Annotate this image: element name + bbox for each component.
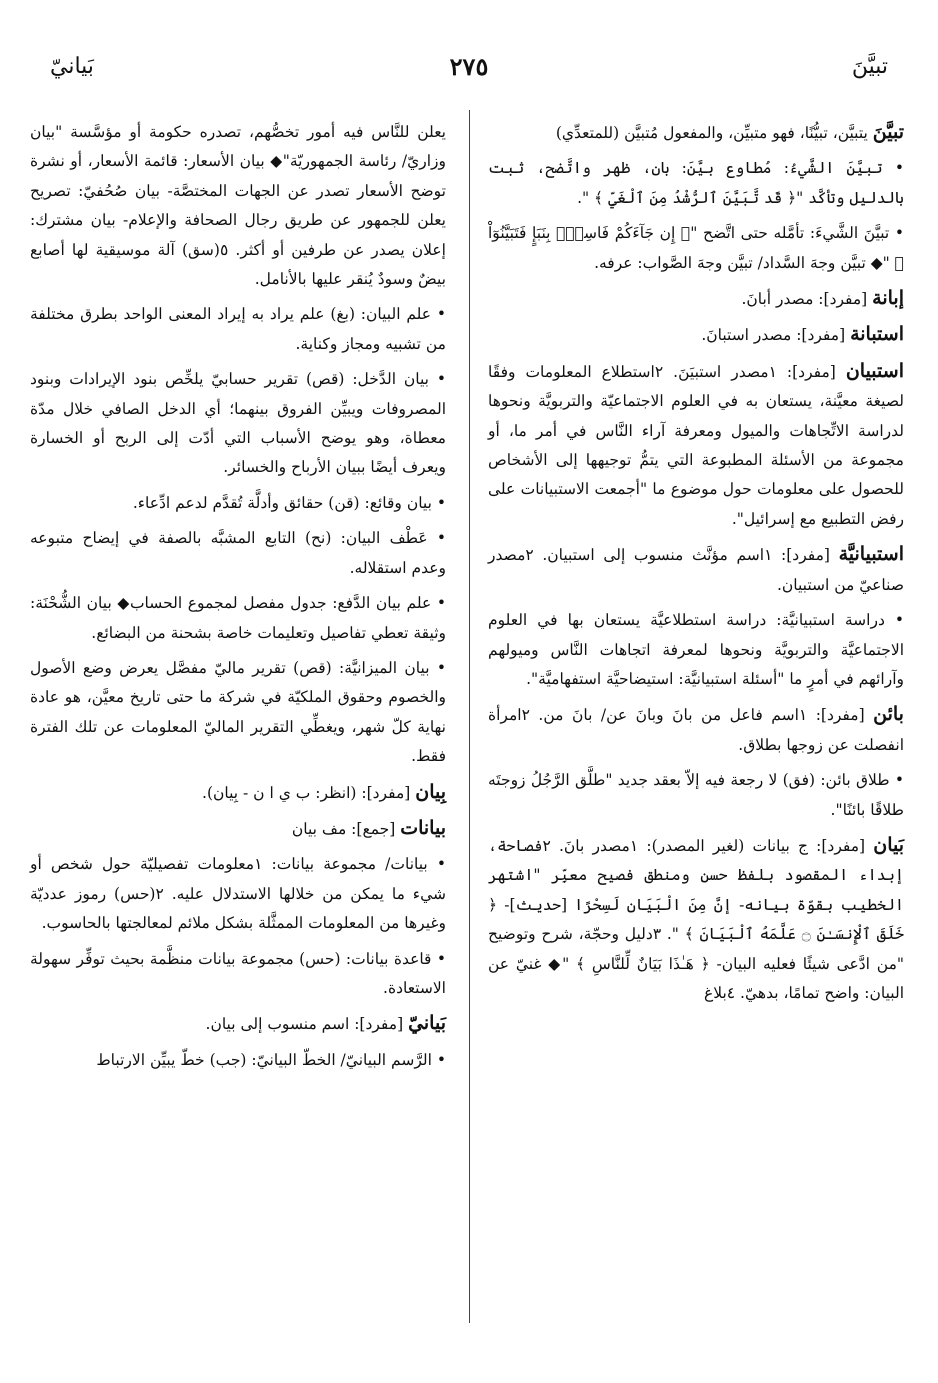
page-number: ٢٧٥ xyxy=(449,52,489,81)
sub-entry xyxy=(30,850,446,938)
definition: • تبيَّنَ الشَّيءَ: تأمَّله حتى اتَّضح "﴿ إِن جَآءَكُمْ فَاسِقٌۢ بِنَبَإٍ فَتَبَيَّنُوٓاْ ﴾ "◆ تبيَّن وجهَ السَّداد/ تبيَّن وجهَ الصَّواب: عرفه. xyxy=(488,224,904,272)
definition: [مفرد]: مصدر استبانَ. xyxy=(701,326,851,345)
entry xyxy=(488,831,904,1008)
headword: استبانة xyxy=(850,323,904,346)
sub-entry xyxy=(488,219,904,278)
definition: [مفرد]: مصدر أبانَ. xyxy=(741,290,873,309)
header-first-entry: تبيَّنَ xyxy=(851,54,888,79)
sub-entry xyxy=(30,945,446,1004)
entry xyxy=(488,540,904,600)
headword: استبيان xyxy=(845,359,904,382)
left-column xyxy=(30,118,446,1081)
entry xyxy=(488,284,904,314)
definition: • بيان وقائع: (قن) حقائق وأدلَّة تُقدَّم لدعم ادِّعاء. xyxy=(132,493,446,512)
headword: بَيانيّ xyxy=(408,1012,446,1035)
sub-entry xyxy=(30,524,446,583)
headword: بَيان xyxy=(873,833,904,856)
sub-entry xyxy=(30,654,446,772)
definition: • تبيَّنَ الشَّيءُ: مُطاوع بيَّنَ: بان، ظهر واتَّضح، ثبت بالدليل وتأكَّد "﴿ قَد تَّبَيَّنَ ٱلرُّشْدُ مِنَ ٱلْغَيِّ ﴾ ". xyxy=(488,159,904,207)
entry xyxy=(488,320,904,350)
definition: • بيانات/ مجموعة بيانات: ١معلومات تفصيليّة حول شخص أو شيء ما يمكن من خلالها الاستدلال عليه. ٢(حس) رموز عدديّة وغيرها من المعلومات الممثَّلة بشكل ملائم لمعالجتها بالحاسوب. xyxy=(30,855,446,933)
sub-entry xyxy=(488,154,904,213)
sub-entry xyxy=(30,365,446,483)
headword: بِيان xyxy=(415,780,446,803)
entry xyxy=(488,118,904,148)
sub-entry xyxy=(30,1046,446,1075)
headword: إبانة xyxy=(872,287,904,310)
header-last-entry: بَيانيّ xyxy=(50,54,94,79)
headword: استبيانيَّة xyxy=(838,543,904,566)
definition: • بيان الميزانيَّة: (قص) تقرير ماليّ مفصَّل يعرض وضع الأصول والخصوم وحقوق الملكيّة في شركة ما حتى تاريخ معيَّن، هو عادة نهاية كلّ شهر، ويغطِّي التقرير الماليّ المعلومات عن تلك الفترة فقط. xyxy=(30,658,446,766)
definition: [مفرد]: ١اسم مؤنَّث منسوب إلى استبيان. ٢مصدر صناعيّ من استبيان. xyxy=(488,546,904,594)
definition: • عَطْف البيان: (نح) التابع المشبَّه بالصفة في إيضاح متبوعه وعدم استقلاله. xyxy=(30,529,446,577)
entry xyxy=(488,357,904,534)
entry xyxy=(30,814,446,844)
sub-entry xyxy=(488,766,904,825)
sub-entry xyxy=(30,118,446,294)
sub-entry xyxy=(30,300,446,359)
definition: يتبيَّن، تبيُّنًا، فهو متبيِّن، والمفعول مُتبيَّن (للمتعدِّي) xyxy=(555,124,873,142)
headword: بيانات xyxy=(400,816,446,839)
definition: [مفرد]: ١مصدر استبيَنَ. ٢استطلاع المعلومات وفقًا لصيغة معيَّنة، يستعان به في العلوم الاجتماعيّة والتربويَّة ونحوها لدراسة الاتِّجاهات والميول ومعرفة آراء النَّاس في أمر ما، أو مجموعة من الأسئلة المطبوعة التي يتمُّ توجيهها إلى الأشخاص للحصول على معلومات حول موضوع ما "أجمعت الاستبيانات على رفض التطبيع مع إسرائيل". xyxy=(488,362,904,528)
sub-entry xyxy=(488,606,904,694)
definition: • قاعدة بيانات: (حس) مجموعة بيانات منظَّمة بحيث توفِّر سهولة الاستعادة. xyxy=(30,949,446,997)
entry xyxy=(30,778,446,808)
column-divider xyxy=(469,110,470,1323)
headword: بائن xyxy=(873,703,904,726)
definition: [مفرد]: ١اسم فاعل من بانَ وبانَ عن/ بانَ من. ٢امرأة انفصلت عن زوجها بطلاق. xyxy=(488,706,904,754)
definition: • علم بيان الدَّفع: جدول مفصل لمجموع الحساب◆ بيان الشُّحْنَة: وثيقة تعطي تفاصيل وتعليمات خاصة بشحنة من البضائع. xyxy=(30,594,446,642)
definition: [جمع]: مف بيان xyxy=(291,819,401,838)
right-column xyxy=(488,118,904,1014)
definition: يعلن للنَّاس فيه أمور تخصُّهم، تصدره حكومة أو مؤسَّسة "بيان وزاريّ/ رئاسة الجمهوريّة"◆ بيان الأسعار: قائمة الأسعار، أو نشرة توضح الأسعار تصدر عن الجهات المختصَّة- بيان صُحُفيّ: تصريح يعلن للجمهور عن طريق رجال الصحافة والإعلام- بيان مشترك: إعلان يصدر عن طرفين أو أكثر. ٥(سق) آلة موسيقية لها أصابع بيضٌ وسودٌ يُنقر عليها بالأنامل. xyxy=(30,123,446,289)
entry xyxy=(488,700,904,760)
page-header xyxy=(50,52,888,92)
definition: • علم البيان: (بغ) علم يراد به إيراد المعنى الواحد بطرق مختلفة من تشبيه ومجاز وكناية. xyxy=(30,305,446,353)
entry xyxy=(30,1009,446,1039)
sub-entry xyxy=(30,589,446,648)
definition: • طلاق بائن: (فق) لا رجعة فيه إلاّ بعقد جديد "طلَّق الرَّجُلُ زوجتَه طلاقًا بائنًا". xyxy=(488,771,904,819)
definition: • بيان الدَّخل: (قص) تقرير حسابيّ يلخِّص بنود الإيرادات وبنود المصروفات ويبيِّن الفروق بينهما؛ أي الدخل الصافي خلال مدّة معطاة، وهو يوضح الأسباب التي أدّت إلى الربح أو الخسارة ويعرف أيضًا ببيان الأرباح والخسائر. xyxy=(30,370,446,477)
definition: • دراسة استبيانيَّة: دراسة استطلاعيَّة يستعان بها في العلوم الاجتماعيَّة والتربويَّة ونحوها لمعرفة اتجاهات النَّاس وميولهم وآرائهم في أمرٍ ما "أسئلة استبيانيَّة: استيضاحيَّة استفهاميَّة". xyxy=(488,611,904,688)
definition: [مفرد]: (انظر: ب ي ا ن - بِيان). xyxy=(202,783,416,802)
headword: تبيَّنَ xyxy=(872,121,904,143)
sub-entry xyxy=(30,489,446,518)
definition: • الرَّسم البيانيّ/ الخطّ البيانيّ: (جب) خطّ يبيِّن الارتباط xyxy=(96,1050,446,1069)
definition: [مفرد]: اسم منسوب إلى بيان. xyxy=(205,1015,409,1034)
definition: [مفرد]: ج بيانات (لغير المصدر): ١مصدر بانَ. ٢فصاحة، إبداء المقصود بلفظ حسن ومنطق فصيح معبِّر "اشتهر الخطيب بقوّة بيانه- إنَّ مِنَ الْبَيَانِ لَسِحْرًا [حديث]- ﴿ خَلَقَ ٱلْإِنسَـٰنَ ۝ عَلَّمَهُ ٱلْبَيَانَ ﴾ ". ٣دليل وحجّة، شرح وتوضيح "من ادَّعى شيئًا فعليه البيان- ﴿ هَـٰذَا بَيَانٌ لِّلنَّاسِ ﴾ "◆ غنيّ عن البيان: واضح تمامًا، بدهيّ. ٤بلاغ xyxy=(488,836,905,1002)
